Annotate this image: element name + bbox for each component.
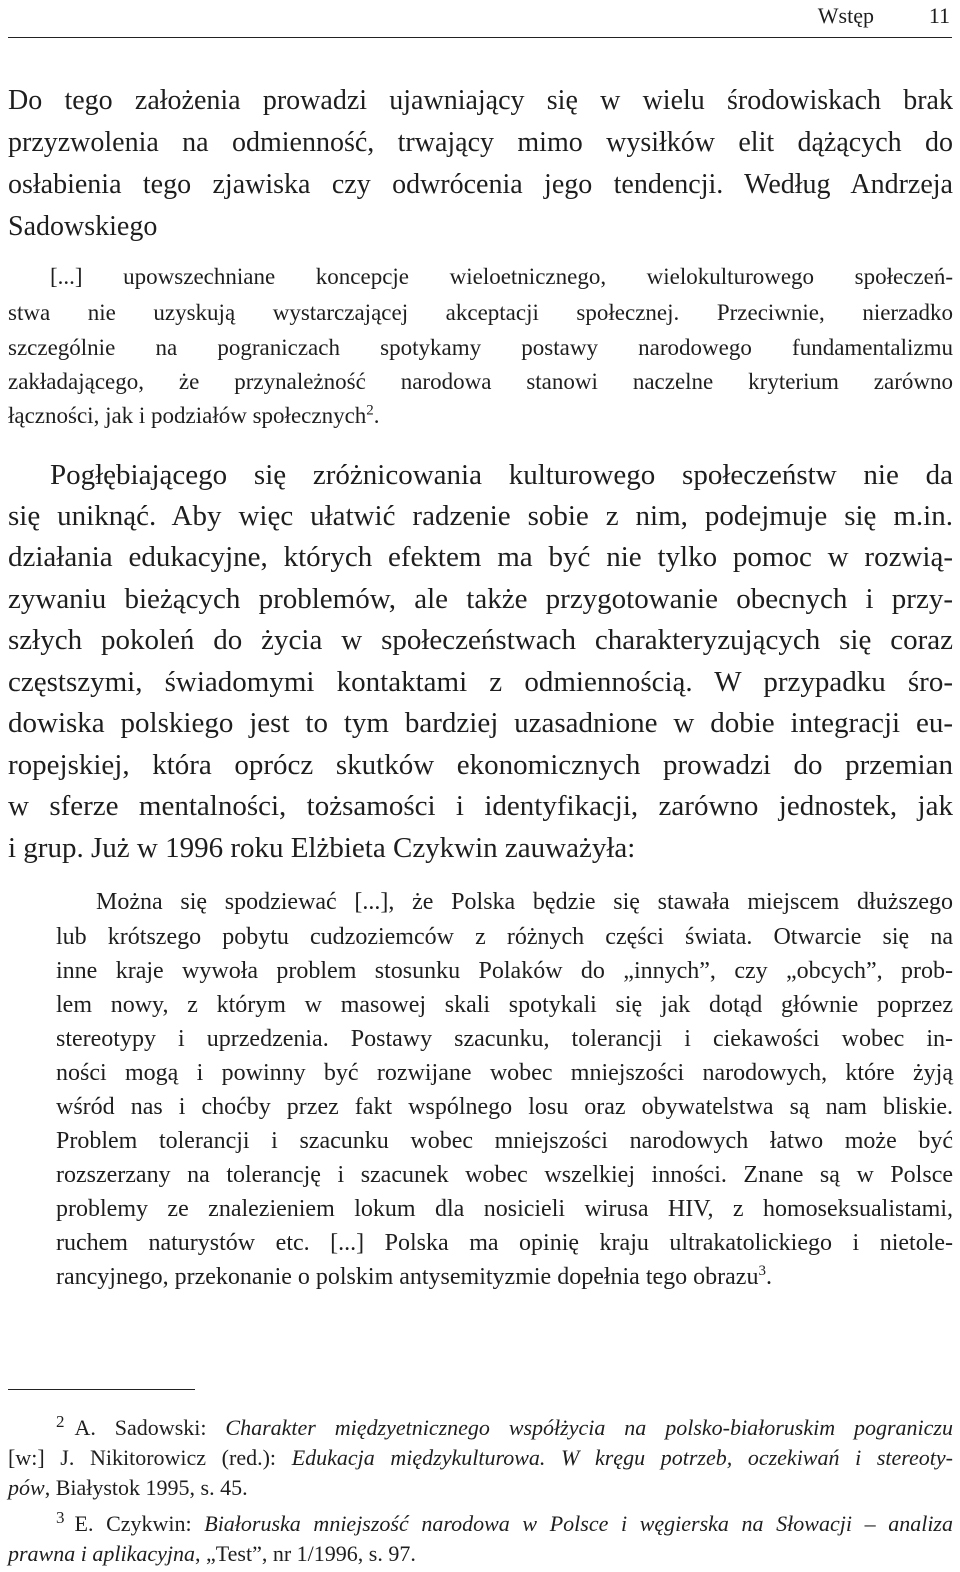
footnote-rule <box>8 1389 195 1390</box>
footnote-2-publication: , Białystok 1995, s. 45. <box>44 1475 248 1500</box>
footnote-3-publication: , „Test”, nr 1/1996, s. 97. <box>194 1541 416 1566</box>
footnote-3-line <box>56 1507 953 1538</box>
footnote-2-editor: [w:] J. Nikitorowicz (red.): <box>8 1445 292 1470</box>
quote-1-line: łączności, jak i podziałów społecznych$^2$. <box>8 402 380 428</box>
footnote-2-number: 2 <box>56 1411 65 1431</box>
quote-1-line: zakładającego, że przynależność narodowa stanowi naczelne kryterium zarówno <box>8 369 953 394</box>
footnote-3-number: 3 <box>56 1507 65 1527</box>
paragraph-2-line: działania edukacyjne, których efektem ma być nie tylko pomoc w rozwią- <box>8 541 953 573</box>
footnote-ref-3[interactable]: 3 <box>758 1263 766 1279</box>
footnote-2-line <box>8 1444 953 1472</box>
quote-2-last-text: rancyjnego, przekonanie o polskim antysemityzmie dopełnia tego obrazu <box>56 1264 759 1290</box>
paragraph-2-line: się uniknąć. Aby więc ułatwić radzenie sobie z nim, podejmuje się m.in. <box>8 500 953 532</box>
paragraph-2-line: Pogłębiającego się zróżnicowania kulturowego społeczeństw nie da <box>50 459 953 491</box>
paragraph-2-line: i grup. Już w 1996 roku Elżbieta Czykwin zauważyła: <box>8 832 636 864</box>
quote-2-line: wśród nas i choćby przez fakt wspólnego losu oraz obywatelstwa są nam bliskie. <box>56 1094 953 1120</box>
quote-1-last-text: łączności, jak i podziałów społecznych <box>8 403 367 428</box>
footnote-2-author: A. Sadowski: <box>74 1415 226 1440</box>
paragraph-1-line: Sadowskiego <box>8 211 158 242</box>
footnote-2-title: Charakter międzyetnicznego współżycia na polsko-białoruskim pograniczu <box>225 1415 953 1440</box>
quote-1-line: [...] upowszechniane koncepcje wieloetnicznego, wielokulturowego społeczeń- <box>50 264 953 289</box>
page-number: 11 <box>928 3 950 28</box>
footnote-3-line <box>8 1540 953 1568</box>
quote-1-line: szczególnie na pograniczach spotykamy postawy narodowego fundamentalizmu <box>8 335 953 360</box>
footnote-3-title: Białoruska mniejszość narodowa w Polsce i węgierska na Słowacji – analiza <box>204 1511 953 1536</box>
paragraph-2-line: w sferze mentalności, tożsamości i identyfikacji, zarówno jednostek, jak <box>8 790 953 822</box>
quote-1-line: stwa nie uzyskują wystarczającej akceptacji społecznej. Przeciwnie, nierzadko <box>8 300 953 325</box>
footnote-3-title-end: prawna i aplikacyjna <box>8 1541 195 1566</box>
running-head <box>8 0 952 34</box>
header-rule <box>8 37 952 38</box>
quote-2-line: stereotypy i uprzedzenia. Postawy szacunku, tolerancji i ciekawości wobec in- <box>56 1026 953 1052</box>
paragraph-1-line: Do tego założenia prowadzi ujawniający się w wielu środowiskach brak <box>8 85 953 116</box>
paragraph-2-line: częstszymi, świadomymi kontaktami z odmiennością. W przypadku śro- <box>8 666 953 698</box>
quote-2-line: rancyjnego, przekonanie o polskim antysemityzmie dopełnia tego obrazu$^3$. <box>56 1263 772 1290</box>
running-head-title: Wstęp <box>817 3 874 28</box>
footnote-3-author: E. Czykwin: <box>74 1511 205 1536</box>
quote-2-line: lem nowy, z którym w masowej skali spotykali się jak dotąd głównie poprzez <box>56 992 953 1018</box>
footnote-2-line <box>56 1411 953 1442</box>
quote-2-line: ności mogą i powinny być rozwijane wobec mniejszości narodowych, które żyją <box>56 1060 953 1086</box>
quote-2-line: Problem tolerancji i szacunku wobec mniejszości narodowych łatwo może być <box>56 1128 953 1154</box>
quote-2-line: inne kraje wywoła problem stosunku Polaków do „innych”, czy „obcych”, prob- <box>56 958 953 984</box>
quote-2-line: Można się spodziewać [...], że Polska będzie się stawała miejscem dłuższego <box>96 889 953 915</box>
paragraph-2-line: szłych pokoleń do życia w społeczeństwach charakteryzujących się coraz <box>8 624 953 656</box>
footnote-2-book-title-end: pów <box>8 1475 45 1500</box>
footnote-2-line <box>8 1474 953 1502</box>
paragraph-2-line: ropejskiej, która oprócz skutków ekonomicznych prowadzi do przemian <box>8 749 953 781</box>
paragraph-2-line: zywaniu bieżących problemów, ale także przygotowanie obecnych i przy- <box>8 583 953 615</box>
paragraph-1-line: przyzwolenia na odmienność, trwający mimo wysiłków elit dążących do <box>8 127 953 158</box>
quote-2-line: ruchem naturystów etc. [...] Polska ma opinię kraju ultrakatolickiego i nietole- <box>56 1230 953 1256</box>
quote-2-line: rozszerzany na tolerancję i szacunek wobec wszelkiej inności. Znane są w Polsce <box>56 1162 953 1188</box>
paragraph-1-line: osłabienia tego zjawiska czy odwrócenia jego tendencji. Według Andrzeja <box>8 169 953 200</box>
quote-2-line: problemy ze znalezieniem lokum dla nosicieli wirusa HIV, z homoseksualistami, <box>56 1196 953 1222</box>
paragraph-2-line: dowiska polskiego jest to tym bardziej uzasadnione w dobie integracji eu- <box>8 707 953 739</box>
quote-2-line: lub krótszego pobytu cudzoziemców z różnych części świata. Otwarcie się na <box>56 924 953 950</box>
footnote-ref-2[interactable]: 2 <box>366 402 374 419</box>
footnote-2-book-title: Edukacja międzykulturowa. W kręgu potrzeb, oczekiwań i stereoty- <box>291 1445 954 1470</box>
